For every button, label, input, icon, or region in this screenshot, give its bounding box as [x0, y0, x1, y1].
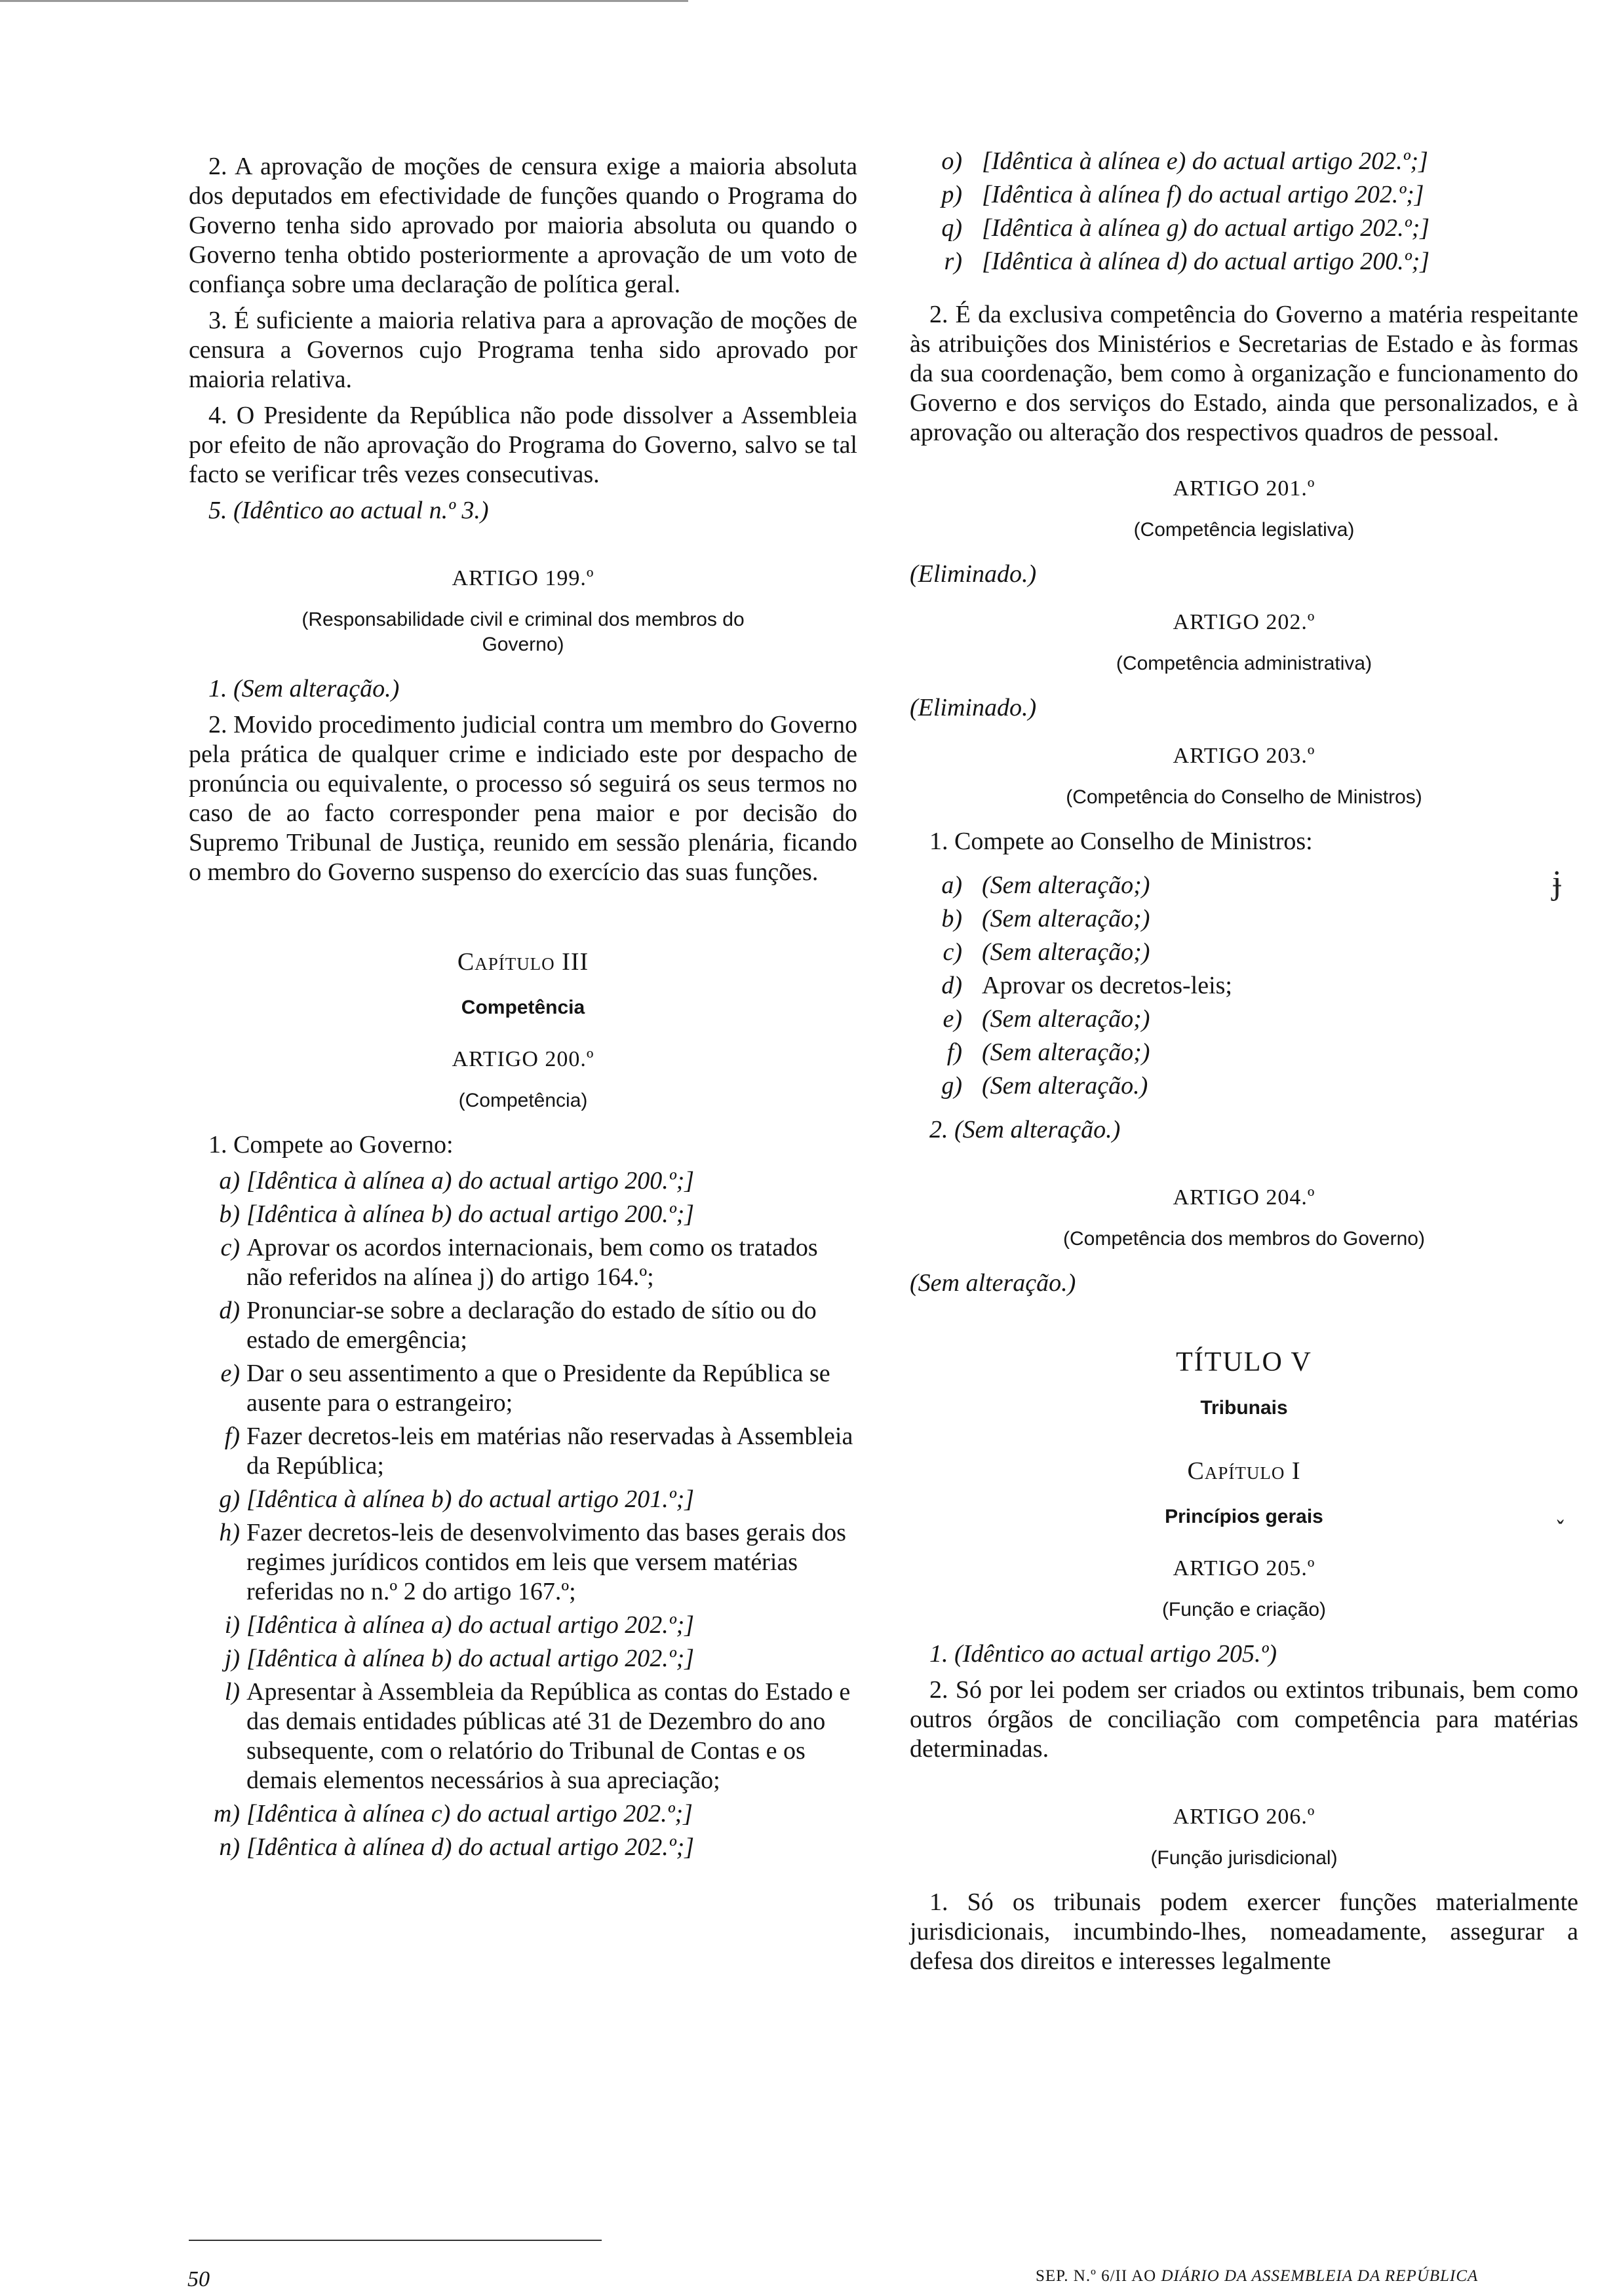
article-202-title: ARTIGO 202.º [1173, 610, 1315, 634]
article-200-subtitle: (Competência) [458, 1090, 588, 1111]
item-letter: j) [224, 1645, 240, 1672]
list-item [935, 214, 1578, 243]
article-203-title: ARTIGO 203.º [1173, 744, 1315, 768]
list-item [189, 1833, 857, 1862]
title-subtitle: Tribunais [1200, 1397, 1288, 1419]
item-text: [Idêntica à alínea f) do actual artigo 202.º;] [982, 181, 1424, 208]
article-202-subtitle: (Competência administrativa) [1116, 653, 1372, 674]
article-203-items [935, 871, 1578, 1101]
item-letter: a) [941, 871, 962, 899]
article-199-paragraph-2: 2. Movido procedimento judicial contra um membro do Governo pela prática de qualquer crime e indiciado este por despacho de pronúncia ou equivalente, o processo só seguirá os seus termos no caso de ao facto corresponder pena maior e por decisão do Supremo Tribunal de Justiça, reunido em sessão plenária, ficando o membro do Governo suspenso do exercício das suas funções. [189, 711, 857, 886]
list-item [189, 1233, 857, 1292]
item-letter: g) [941, 1072, 962, 1100]
paragraph-2: 2. A aprovação de moções de censura exige a maioria absoluta dos deputados em efectividade de funções quando o Programa do Governo tenha sido aprovado por maioria absoluta ou quando o Governo tenha obtido posteriormente a aprovação de um voto de confiança sobre uma declaração de política geral. [189, 153, 857, 298]
list-item [935, 1004, 1578, 1034]
item-letter: g) [219, 1485, 240, 1513]
article-200-title: ARTIGO 200.º [452, 1047, 594, 1071]
publication-reference [1036, 2267, 1478, 2286]
handwritten-mark-icon: ɉ [1552, 864, 1562, 902]
item-text: (Sem alteração;) [982, 938, 1150, 966]
publication-title: DIÁRIO DA ASSEMBLEIA DA REPÚBLICA [1161, 2267, 1479, 2285]
item-text: [Idêntica à alínea b) do actual artigo 202.º;] [246, 1645, 695, 1672]
item-letter: e) [943, 1005, 962, 1033]
list-item [189, 1518, 857, 1607]
list-item [189, 1611, 857, 1640]
item-text: Aprovar os decretos-leis; [982, 972, 1232, 999]
list-item [935, 180, 1578, 210]
article-205-subtitle: (Função e criação) [1161, 1599, 1327, 1620]
list-item [935, 871, 1578, 900]
item-text: Dar o seu assentimento a que o Presidente da República se ausente para o estrangeiro; [246, 1360, 830, 1417]
list-item [189, 1296, 857, 1355]
list-item [189, 1799, 857, 1829]
list-item [935, 1038, 1578, 1067]
item-text: Fazer decretos-leis de desenvolvimento das bases gerais dos regimes jurídicos contidos em leis que versem matérias referidas no n.º 2 do artigo 167.º; [246, 1519, 846, 1605]
list-item [189, 1422, 857, 1481]
item-text: (Sem alteração;) [982, 905, 1150, 932]
list-item [189, 1166, 857, 1196]
list-item [935, 147, 1578, 176]
scan-artifact-line [0, 0, 688, 2]
article-206-paragraph-1: 1. Só os tribunais podem exercer funções materialmente jurisdicionais, incumbindo-lhes, nomeadamente, assegurar a defesa dos direitos e interesses legalmente [910, 1888, 1578, 1975]
item-text: [Idêntica à alínea b) do actual artigo 201.º;] [246, 1485, 695, 1513]
footer-rule [189, 2240, 602, 2241]
title-heading: TÍTULO V [1176, 1347, 1312, 1377]
item-text: [Idêntica à alínea a) do actual artigo 202.º;] [246, 1611, 695, 1639]
item-letter: b) [219, 1200, 240, 1228]
item-letter: d) [941, 972, 962, 999]
left-column [189, 152, 857, 1866]
list-item [189, 1485, 857, 1514]
item-letter: d) [219, 1297, 240, 1324]
item-letter: h) [219, 1519, 240, 1546]
chapter-subtitle: Princípios gerais [1165, 1506, 1323, 1527]
list-item [935, 938, 1578, 967]
article-205-paragraph-2: 2. Só por lei podem ser criados ou extintos tribunais, bem como outros órgãos de conciliação com competência para matérias determinadas. [910, 1676, 1578, 1763]
item-letter: e) [220, 1360, 240, 1387]
item-letter: n) [219, 1833, 240, 1861]
article-200-paragraph-1: 1. Compete ao Governo: [208, 1131, 454, 1158]
list-item [189, 1677, 857, 1795]
article-199-subtitle: (Responsabilidade civil e criminal dos membros do Governo) [302, 609, 745, 655]
item-text: (Sem alteração;) [982, 871, 1150, 899]
paragraph-4: 4. O Presidente da República não pode dissolver a Assembleia por efeito de não aprovação do Programa do Governo, salvo se tal facto se verificar três vezes consecutivas. [189, 402, 857, 488]
article-201-text: (Eliminado.) [910, 560, 1037, 588]
item-letter: b) [941, 905, 962, 932]
paragraph-3: 3. É suficiente a maioria relativa para a aprovação de moções de censura a Governos cujo Programa tenha sido aprovado por maioria relativa. [189, 307, 857, 393]
item-text: (Sem alteração.) [982, 1072, 1148, 1100]
item-letter: q) [941, 214, 962, 242]
item-text: (Sem alteração;) [982, 1005, 1150, 1033]
article-200-items [189, 1166, 857, 1862]
article-205-paragraph-1: 1. (Idêntico ao actual artigo 205.º) [929, 1640, 1277, 1668]
publication-prefix: SEP. N.º 6/II AO [1036, 2267, 1157, 2285]
list-item [935, 1071, 1578, 1101]
item-letter: c) [943, 938, 962, 966]
item-text: [Idêntica à alínea b) do actual artigo 200.º;] [246, 1200, 695, 1228]
page-number: 50 [187, 2267, 210, 2291]
article-200-paragraph-2: 2. É da exclusiva competência do Governo a matéria respeitante às atribuições dos Ministérios e Secretarias de Estado e às formas da sua coordenação, bem como à organização e funcionamento do Governo e dos serviços do Estado, ainda que personalizados, e à aprovação ou alteração dos respectivos quadros de pessoal. [910, 301, 1578, 446]
item-text: [Idêntica à alínea e) do actual artigo 202.º;] [982, 147, 1428, 175]
article-199-title: ARTIGO 199.º [452, 566, 594, 590]
item-letter: c) [220, 1234, 240, 1261]
item-text: [Idêntica à alínea g) do actual artigo 202.º;] [982, 214, 1430, 242]
list-item [189, 1200, 857, 1229]
article-206-title: ARTIGO 206.º [1173, 1805, 1315, 1829]
article-203-paragraph-1: 1. Compete ao Conselho de Ministros: [929, 828, 1313, 855]
item-text: [Idêntica à alínea c) do actual artigo 202.º;] [246, 1800, 693, 1827]
item-letter: i) [224, 1611, 240, 1639]
item-letter: l) [224, 1678, 240, 1706]
item-letter: m) [213, 1800, 240, 1827]
item-letter: a) [219, 1167, 240, 1195]
item-letter: r) [944, 248, 962, 275]
item-text: [Idêntica à alínea d) do actual artigo 200.º;] [982, 248, 1430, 275]
item-letter: o) [941, 147, 962, 175]
item-text: Pronunciar-se sobre a declaração do estado de sítio ou do estado de emergência; [246, 1297, 817, 1354]
list-item [935, 904, 1578, 934]
article-204-text: (Sem alteração.) [910, 1269, 1076, 1297]
list-item [935, 971, 1578, 1001]
chapter-subtitle: Competência [461, 997, 585, 1018]
chapter-heading: Capítulo I [1187, 1457, 1301, 1485]
article-203-paragraph-2: 2. (Sem alteração.) [929, 1116, 1121, 1143]
item-text: [Idêntica à alínea d) do actual artigo 202.º;] [246, 1833, 695, 1861]
article-201-title: ARTIGO 201.º [1173, 476, 1315, 501]
handwritten-mark-icon: ˯ [1555, 1488, 1566, 1525]
item-letter: f) [946, 1039, 962, 1066]
item-text: Aprovar os acordos internacionais, bem como os tratados não referidos na alínea j) do artigo 164.º; [246, 1234, 818, 1291]
list-item [935, 247, 1578, 277]
item-text: (Sem alteração;) [982, 1039, 1150, 1066]
article-203-subtitle: (Competência do Conselho de Ministros) [1066, 786, 1422, 808]
list-item [189, 1359, 857, 1418]
article-206-subtitle: (Função jurisdicional) [1150, 1847, 1338, 1869]
article-200-items-continued [935, 147, 1578, 277]
paragraph-5: 5. (Idêntico ao actual n.º 3.) [208, 497, 489, 524]
article-204-title: ARTIGO 204.º [1173, 1185, 1315, 1210]
chapter-heading: Capítulo III [457, 948, 589, 976]
right-column [910, 147, 1578, 1983]
article-205-title: ARTIGO 205.º [1173, 1556, 1315, 1580]
article-204-subtitle: (Competência dos membros do Governo) [1063, 1228, 1425, 1250]
item-text: Apresentar à Assembleia da República as contas do Estado e das demais entidades públicas até 31 de Dezembro do ano subsequente, com o relatório do Tribunal de Contas e os demais elementos necessários à sua apreciação; [246, 1678, 851, 1794]
article-202-text: (Eliminado.) [910, 694, 1037, 721]
item-text: [Idêntica à alínea a) do actual artigo 200.º;] [246, 1167, 695, 1195]
article-199-paragraph-1: 1. (Sem alteração.) [208, 675, 400, 702]
article-201-subtitle: (Competência legislativa) [1133, 519, 1355, 541]
item-letter: f) [224, 1423, 240, 1450]
list-item [189, 1644, 857, 1674]
item-text: Fazer decretos-leis em matérias não reservadas à Assembleia da República; [246, 1423, 853, 1480]
item-letter: p) [941, 181, 962, 208]
